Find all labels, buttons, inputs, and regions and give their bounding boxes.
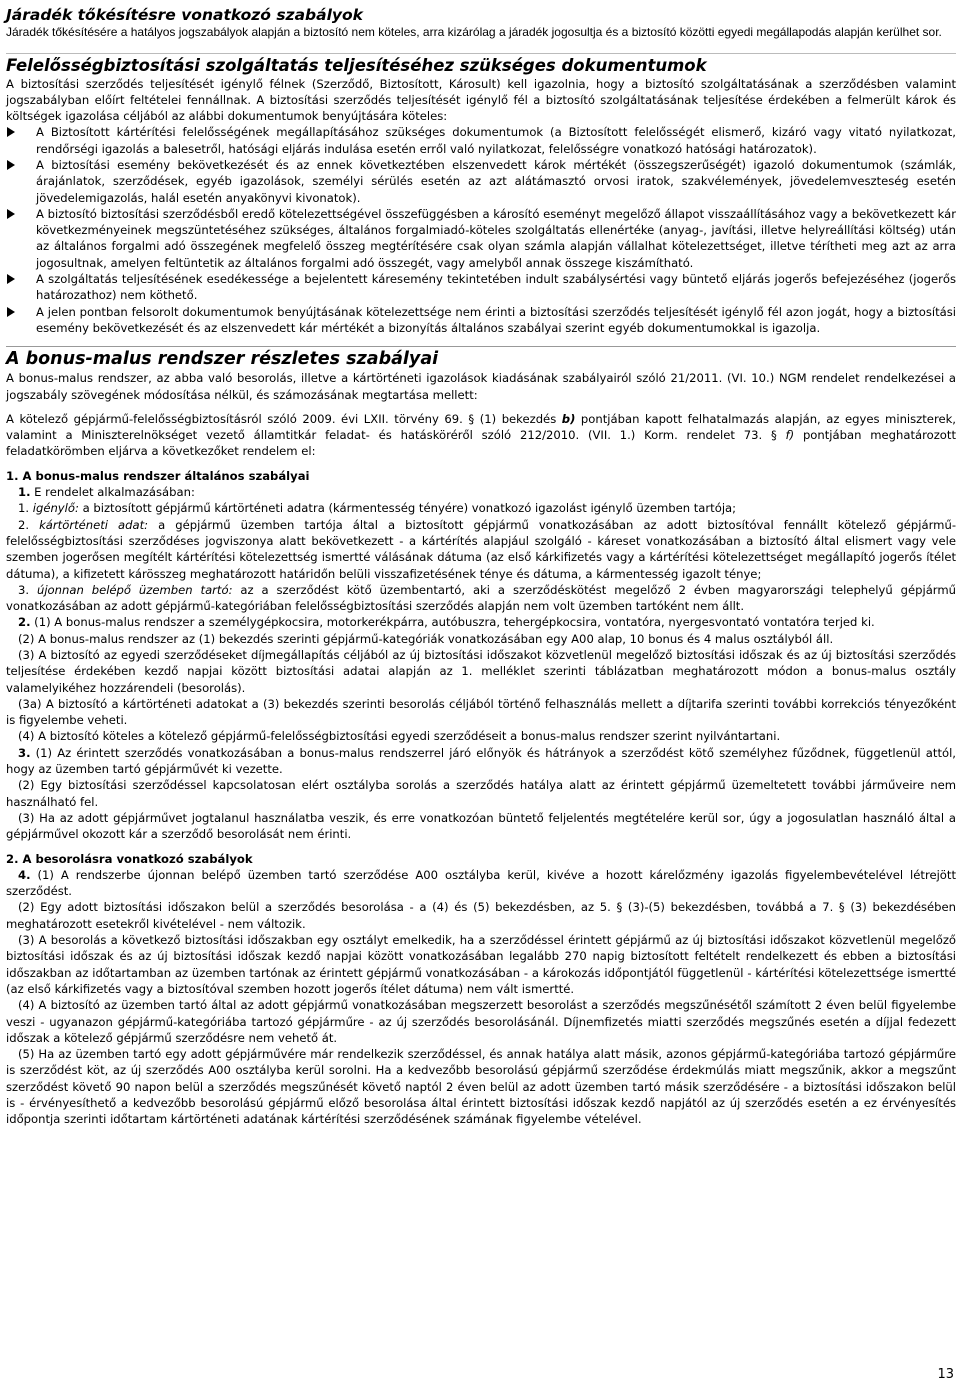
list-item: A jelen pontban felsorolt dokumentumok benyújtásának kötelezettsége nem érinti a biztosítási szerződés teljesítését igénylő fél azon jogát, hogy a biztosítási esemény bekövetkezését és az elszenvedett kár mértékét a bizonyítás általános szabályai szerint egyéb dokumentumokkal is igazolja. bbox=[6, 304, 956, 337]
paragraph-3-2: (2) Egy biztosítási szerződéssel kapcsolatosan elért osztályba sorolás a szerződés hatálya alatt az érintett gépjármű üzemeltetett további járműveire nem használható fel. bbox=[6, 778, 956, 809]
list-item: A szolgáltatás teljesítésének esedékessége a bejelentett káresemény tekintetében indult szabálysértési vagy büntető eljárás jogerős befejezéséhez (jogerős határozathoz) nem köthető. bbox=[6, 271, 956, 304]
paragraph-4-3: (3) A besorolás a következő biztosítási időszakban egy osztályt emelkedik, ha a szerződéssel érintett gépjármű az új biztosítási időszakot közvetlenül megelőző biztosítási időszak és az új biztosítási időszak kezdő napjai között vonatkozásában legalább 270 napig biztosított feltételt rendelkezett és ebben a biztosítási időszakban az időtartamban az üzemben tartónak az érintett gépjármű vonatkozásában - a károkozás időpontjától függetlenül - kártérítési kötelezettsége ismertté (az első kárkifizetés vagy a biztosítóval szemben hozott jogerős ítélet dátuma) nem vált ismertté. bbox=[6, 933, 956, 996]
section-intro-bonus: A bonus-malus rendszer, az abba való besorolás, illetve a kártörténeti igazolások kiadásának szabályairól szóló 21/2011. (VI. 10.) NGM rendelet rendelkezései a jogszabály szövegének módosítása nélkül, és számozásának megtartása mellett: bbox=[6, 371, 956, 402]
preamble: A kötelező gépjármű-felelősségbiztosításról szóló 2009. évi LXII. törvény 69. § (1) bekezdés b) pontjában kapott felhatalmazás alapján, az egyes miniszterek, valamint a Miniszterelnökséget vezető államtitkár feladat- és hatásköréről szóló 212/2010. (VII. 1.) Korm. rendelet 73. § f) pontjában meghatározott feladatkörömben eljárva a következőket rendelem el: bbox=[6, 411, 956, 459]
definition-1: 1. igénylő: a biztosított gépjármű kártörténeti adatra (kármentesség tényére) vonatkozó igazolást igénylő üzemben tartója; bbox=[18, 501, 737, 516]
definition-2: 2. kártörténeti adat: a gépjármű üzemben tartója által a biztosított gépjármű vonatkozásában az adott biztosítóval fennállt kötelező gépjármű-felelősségbiztosítási szerződéses jogviszonya alatt bekövetkezett - a kártérítés alapjául szolgáló - káreset vonatkozásában a biztosító által elismert vagy vele szemben jogerősen megítélt kártérítési kötelezettség ismertté válásának dátuma (az első kárkifizetés vagy a kártérítési kötelezettséget megállapító jogerős ítélet dátuma), a kifizetett kárösszeg meghatározott határidőn belüli visszafizetésének ténye és dátuma, a kármentesség igazolt ténye; bbox=[6, 517, 957, 581]
section-title-felelosseg: Felelősségbiztosítási szolgáltatás teljesítéséhez szükséges dokumentumok bbox=[6, 53, 956, 76]
chapter-title-2: 2. A besorolásra vonatkozó szabályok bbox=[6, 851, 253, 866]
triangle-bullet-icon bbox=[7, 307, 15, 317]
paragraph-4: 4. (1) A rendszerbe újonnan belépő üzemben tartó szerződése A00 osztályba kerül, kivéve a hozott kárelőzmény igazolás figyelembevételével létrejött szerződést. bbox=[6, 867, 956, 899]
triangle-bullet-icon bbox=[7, 274, 15, 284]
section-text-jaradek: Járadék tőkésítésére a hatályos jogszabályok alapján a biztosító nem köteles, arra kizárólag a járadék jogosultja és a biztosító közötti egyedi megállapodás alapján kerülhet sor. bbox=[6, 25, 942, 39]
page-number: 13 bbox=[937, 1366, 954, 1382]
paragraph-4-2: (2) Egy adott biztosítási időszakon belül a szerződés besorolása - a (4) és (5) bekezdésben, az 5. § (3)-(5) bekezdésben, továbbá a 7. § (3) bekezdésében meghatározott esetekről kivételével - nem változik. bbox=[6, 900, 956, 931]
triangle-bullet-icon bbox=[7, 127, 15, 137]
section-title-bonus: A bonus-malus rendszer részletes szabályai bbox=[6, 346, 956, 370]
paragraph-2-3a: (3a) A biztosító a kártörténeti adatokat a (3) bekezdés szerinti besorolás céljából történő felhasználás mellett a díjtarifa szerinti további korrekciós tényezőként is figyelembe veheti. bbox=[6, 696, 956, 728]
section-title-jaradek: Járadék tőkésítésre vonatkozó szabályok bbox=[6, 6, 363, 24]
paragraph-2-2: (2) A bonus-malus rendszer az (1) bekezdés szerinti gépjármű-kategóriák vonatkozásában egy A00 alap, 10 bonus és 4 malus osztályból áll. bbox=[18, 631, 834, 646]
definition-3: 3. újonnan belépő üzemben tartó: az a szerződést kötő üzembentartó, aki a szerződéskötést megelőző 2 évben magyarországi telephelyű gépjármű vonatkozásában az adott gépjármű-kategóriában felelősségbiztosítási szerződés alapján nem volt üzemben tartóként nem állt. bbox=[6, 582, 957, 614]
triangle-bullet-icon bbox=[7, 209, 15, 219]
paragraph-2-4: (4) A biztosító köteles a kötelező gépjármű-felelősségbiztosítási egyedi szerződéseit a bonus-malus rendszer szerint nyilvántartani. bbox=[18, 729, 781, 744]
list-item: A biztosítási esemény bekövetkezését és az ennek következtében elszenvedett károk mértékét (összegszerűségét) igazoló dokumentumok (számlák, árajánlatok, szerződések, egyéb igazolások, személyi sérülés esetén az azt alátámasztó orvosi iratok, szakvélemények, jövedelemveszteség esetén jövedelemigazolás, halál esetén anyakönyvi kivonatok). bbox=[6, 157, 956, 206]
list-item: A biztosító biztosítási szerződésből eredő kötelezettségével összefüggésben a károsító eseményt megelőző állapot visszaállításához vagy a bekövetkezett kár következményeinek megszüntetéséhez szükséges, általános forgalmiadó-köteles szolgáltatás ellenértéke (anyag-, javítási, illetve helyreállítási költség) után az általános forgalmi adó összegének megfelelő összeg megtérítésére csak olyan számla alapján vállalhat kötelezettséget, illetve térítheti meg azt az arra jogosultnak, amelyen feltüntetik az általános forgalmi adó összegét, vagy amelyből annak összege kiszámítható. bbox=[6, 206, 956, 271]
paragraph-3-3: (3) Ha az adott gépjárművet jogtalanul használatba veszik, és erre vonatkozóan büntető feljelentés megtételére kerül sor, úgy a jogosulatlan használó által a gépjárművel okozott kár a szerződő besorolását nem érinti. bbox=[6, 810, 956, 842]
paragraph-4-5: (5) Ha az üzemben tartó egy adott gépjárművére már rendelkezik szerződéssel, és annak hatálya alatt másik, azonos gépjármű-kategóriába tartozó gépjárműre is szerződést köt, az új szerződés A00 osztályba kerül sorolni. Ha a kedvezőbb besorolású gépjármű szerződése érdekmúlás miatt megszűnik, akkor a megszűnt szerződést követő 90 napon belül a szerződés megszűnését követő naptól 2 éven belül az adott üzemben tartó másik szerződésére - a biztosítási időszakon belül is - érvényesíthető a kedvezőbb besorolású gépjármű előző besorolása által érintett biztosítási időszak kezdő napjától az új szerződés esetén a ez érvényesítés időpontja szerinti időtartam kártörténeti adatának kártérítési szerződésének számának figyelembe vételével. bbox=[6, 1047, 956, 1127]
paragraph-3: 3. (1) Az érintett szerződés vonatkozásában a bonus-malus rendszerrel járó előnyök és hátrányok a szerződést kötő személyhez fűződnek, függetlenül attól, hogy az üzemben tartó gépjárművét ki vezette. bbox=[6, 745, 956, 777]
chapter-title-1: 1. A bonus-malus rendszer általános szabályai bbox=[6, 468, 310, 483]
list-item: A Biztosított kártérítési felelősségének megállapításához szükséges dokumentumok (a Biztosított felelősségét elismerő, kizáró vagy vitató nyilatkozat, rendőrségi igazolás a balesetről, hatósági eljárás indulása esetén erről való nyilatkozat, felelősségre vonatkozó hatósági határozatok). bbox=[6, 124, 956, 157]
triangle-bullet-icon bbox=[7, 160, 15, 170]
paragraph-2-3: (3) A biztosító az egyedi szerződéseket díjmegállapítás céljából az új biztosítási időszakot közvetlenül megelőző biztosítási időszak és az új biztosítási szerződés teljesítése érdekében kezdő napjai között biztosítási adatai alapján az 1. melléklet szerinti táblázatban meghatározott módon a bonus-malus osztály valamelyikéhez hozzárendeli (besorolás). bbox=[6, 648, 956, 695]
section-intro-felelosseg: A biztosítási szerződés teljesítését igénylő félnek (Szerződő, Biztosított, Károsult) kell igazolnia, hogy a biztosító szolgáltatásának a szerződésben valamint jogszabályban előírt feltételei fennállnak. A biztosítási szerződés teljesítését igénylő fél a biztosító szolgáltatásának teljesítése érdekében a felmerült károk és költségek igazolása céljából az alábbi dokumentumok benyújtására köteles: bbox=[6, 76, 956, 124]
document-page bbox=[6, 6, 956, 1128]
document-list bbox=[6, 124, 956, 336]
paragraph-4-4: (4) A biztosító az üzemben tartó által az adott gépjármű vonatkozásában megszerzett besorolást a szerződés megszűnésétől számított 2 éven belül figyelembe veszi - ugyanazon gépjármű-kategóriába tartozó gépjárműre - az új szerződés besorolásánál. Díjnemfizetés miatti szerződés megszűnés esetén a díjjal fedezett időszak a kötelező gépjármű szerződésre nem vehető át. bbox=[6, 998, 956, 1045]
paragraph-2: 2. (1) A bonus-malus rendszer a személygépkocsira, motorkerékpárra, autóbuszra, tehergépkocsira, vontatóra, nyergesvontató vontatóra terjed ki. bbox=[18, 615, 875, 630]
paragraph-1: 1. E rendelet alkalmazásában: bbox=[18, 485, 195, 500]
